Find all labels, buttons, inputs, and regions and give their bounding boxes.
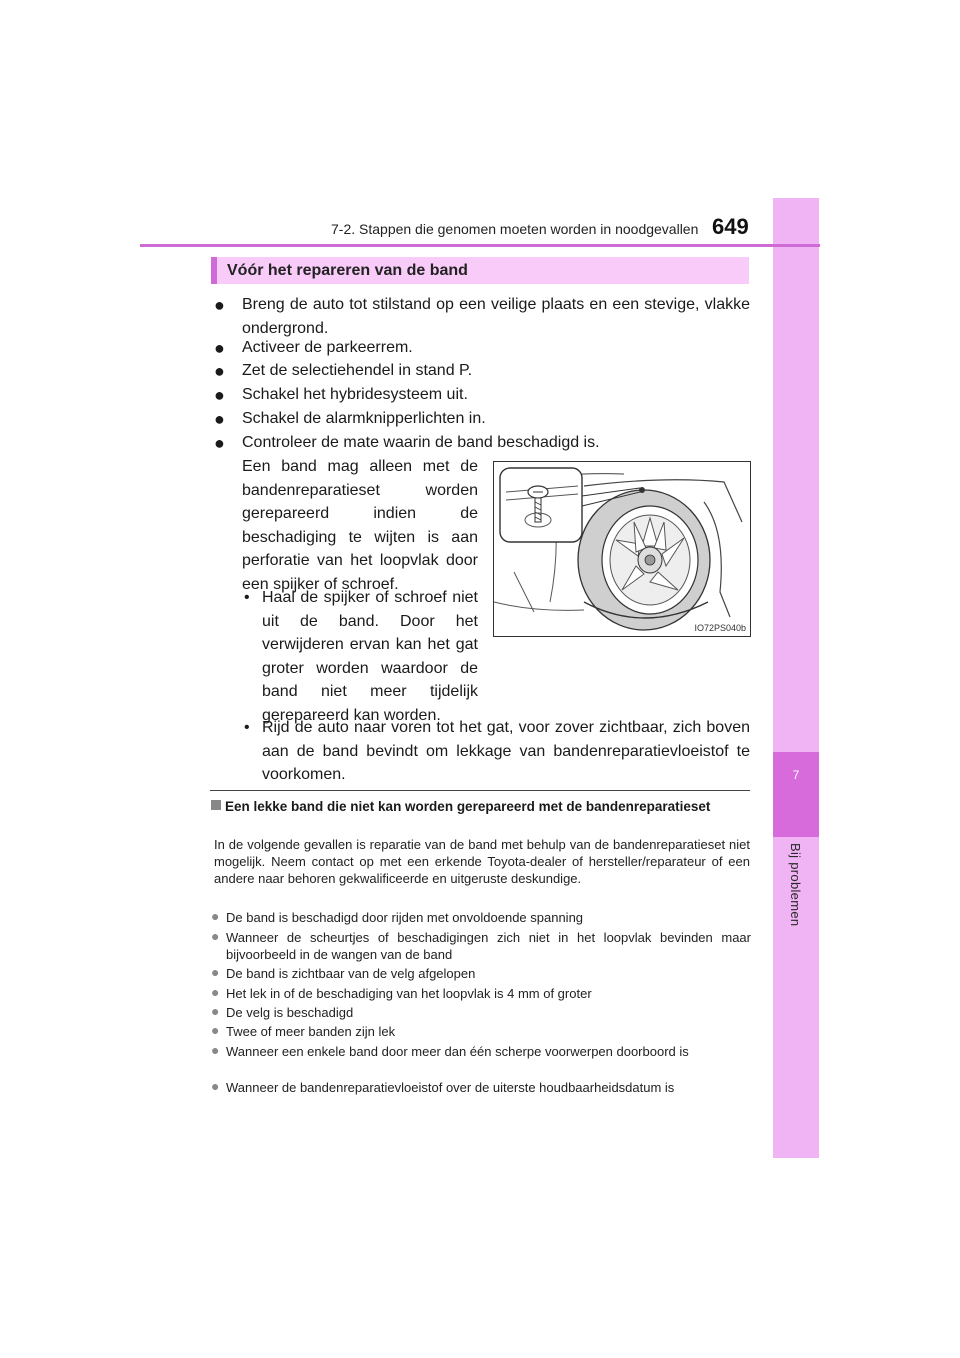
bullet-marker: ● <box>214 295 225 315</box>
note-item-marker: ● <box>211 1003 220 1019</box>
bullet-text: Zet de selectiehendel in stand P. <box>242 362 473 379</box>
bullet-marker: ● <box>214 409 225 429</box>
chapter-number: 7 <box>792 768 800 782</box>
tire-illustration <box>493 461 751 637</box>
note-heading-text: Een lekke band die niet kan worden gerepareerd met de bandenreparatieset <box>225 799 711 814</box>
running-head: 7-2. Stappen die genomen moeten worden in noodgevallen <box>331 221 699 237</box>
sub-item-marker: • <box>244 719 250 736</box>
note-item-marker: ● <box>211 1078 220 1094</box>
bullet-text: Breng de auto tot stilstand op een veilige plaats en een stevige, vlakke ondergrond. <box>242 296 750 337</box>
note-item-text: Wanneer de scheurtjes of beschadigingen zich niet in het loopvlak bevinden maar bijvoorbeeld in de wangen van de band <box>226 930 751 962</box>
section-heading-accent <box>211 257 217 284</box>
section-title: Vóór het repareren van de band <box>227 262 468 279</box>
sub-item-text: Rijd de auto naar voren tot het gat, voor zover zichtbaar, zich boven aan de band bevindt om lekkage van bandenreparatievloeistof te voorkomen. <box>262 719 750 783</box>
bullet-marker: ● <box>214 361 225 381</box>
note-item-marker: ● <box>211 1042 220 1058</box>
section-divider <box>210 790 750 791</box>
bullet-marker: ● <box>214 433 225 453</box>
note-item-text: Wanneer de bandenreparatievloeistof over de uiterste houdbaarheidsdatum is <box>226 1080 675 1095</box>
note-item-marker: ● <box>211 908 220 924</box>
note-paragraph: In de volgende gevallen is reparatie van de band met behulp van de bandenreparatieset niet mogelijk. Neem contact op met een erkende Toyota-dealer of hersteller/reparateur of een andere naar behoren gekwalificeerde en uitgeruste deskundige. <box>214 837 750 886</box>
sub-item-marker: • <box>244 589 250 606</box>
note-item-marker: ● <box>211 1022 220 1038</box>
note-item-marker: ● <box>211 928 220 944</box>
page-number: 649 <box>712 214 749 239</box>
header-rule <box>140 244 820 247</box>
sub-item-text: Haal de spijker of schroef niet uit de band. Door het verwijderen ervan kan het gat groter worden waardoor de band niet meer tijdelijk gerepareerd kan worden. <box>262 589 478 724</box>
note-item-text: Het lek in of de beschadiging van het loopvlak is 4 mm of groter <box>226 986 592 1001</box>
bullet-text: Schakel het hybridesysteem uit. <box>242 386 468 403</box>
bullet-text: Controleer de mate waarin de band beschadigd is. <box>242 434 600 451</box>
bullet-marker: ● <box>214 338 225 358</box>
note-item-text: De band is beschadigd door rijden met onvoldoende spanning <box>226 910 584 925</box>
note-item-text: De velg is beschadigd <box>226 1005 354 1020</box>
chapter-side-tab <box>773 198 819 1158</box>
figure-code: IO72PS040b <box>694 623 746 633</box>
note-item-marker: ● <box>211 964 220 980</box>
note-item-marker: ● <box>211 984 220 1000</box>
chapter-label: Bij problemen <box>788 843 803 927</box>
note-item-text: Wanneer een enkele band door meer dan één scherpe voorwerpen doorboord is <box>226 1044 689 1059</box>
bullet-text: Activeer de parkeerrem. <box>242 339 413 356</box>
section-heading-bar <box>211 257 749 284</box>
sub-item <box>244 716 750 788</box>
inspection-paragraph: Een band mag alleen met de bandenreparatieset worden gerepareerd indien de beschadiging te wijten is aan perforatie van het loopvlak door een spijker of schroef. <box>242 458 478 593</box>
chapter-side-tab-active <box>773 752 819 837</box>
note-item-text: De band is zichtbaar van de velg afgelopen <box>226 966 476 981</box>
sub-item <box>244 586 478 724</box>
tire-drawing <box>494 462 750 636</box>
bullet-marker: ● <box>214 385 225 405</box>
note-item-text: Twee of meer banden zijn lek <box>226 1024 396 1039</box>
bullet-text: Schakel de alarmknipperlichten in. <box>242 410 486 427</box>
note-heading-square-icon <box>211 800 221 810</box>
